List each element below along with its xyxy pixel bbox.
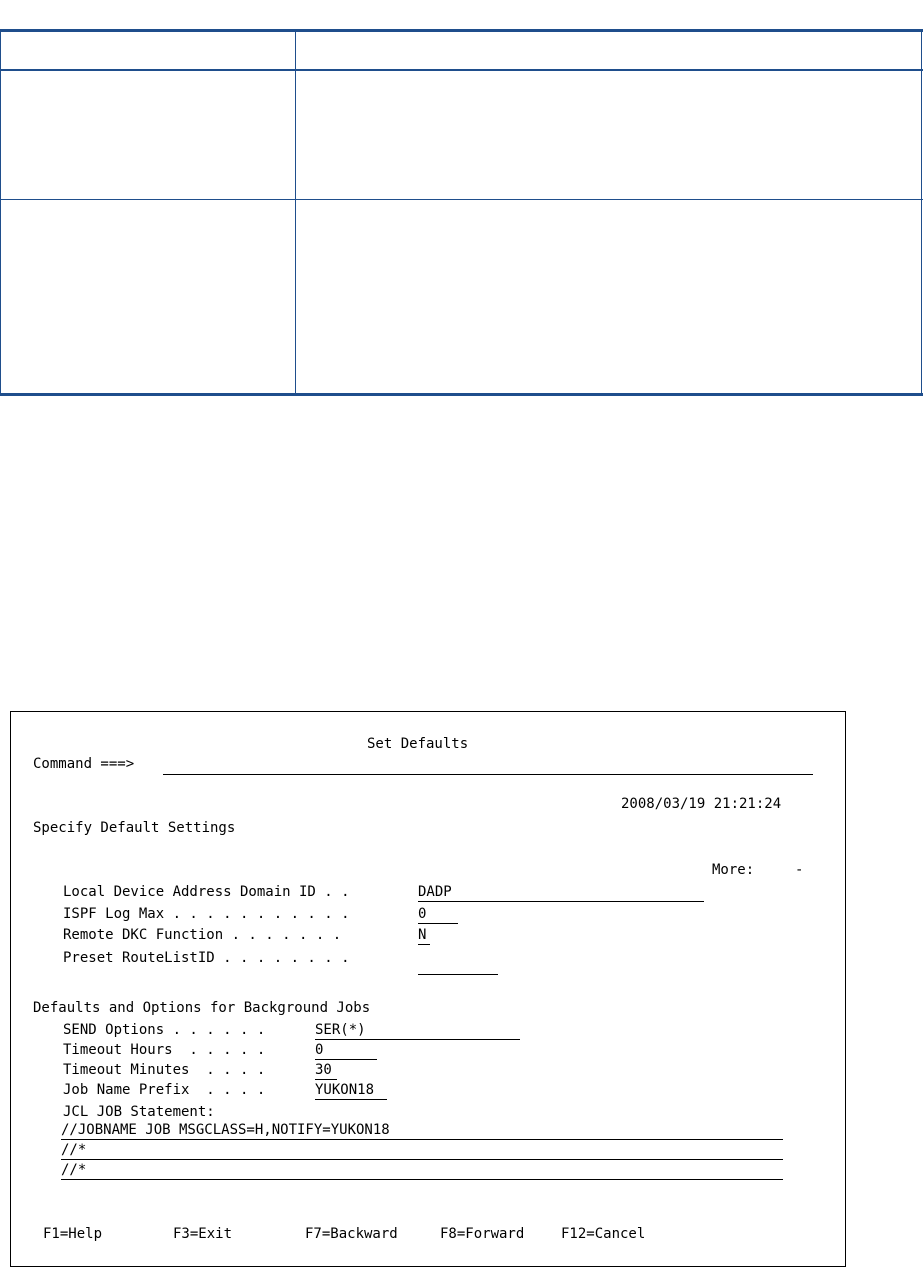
- ispf-log-max-label: ISPF Log Max . . . . . . . . . . .: [63, 906, 350, 922]
- local-device-label: Local Device Address Domain ID . .: [63, 884, 350, 900]
- f1-help-key[interactable]: F1=Help: [43, 1226, 103, 1242]
- timeout-minutes-field[interactable]: 30: [315, 1062, 332, 1078]
- job-name-prefix-label: Job Name Prefix . . . .: [63, 1082, 266, 1098]
- remote-dkc-field[interactable]: N: [418, 927, 427, 943]
- f12-cancel-key[interactable]: F12=Cancel: [561, 1226, 646, 1242]
- table-bottom-rule: [0, 393, 923, 396]
- panel-title: Set Defaults: [367, 736, 469, 752]
- jcl-line-1[interactable]: //JOBNAME JOB MSGCLASS=H,NOTIFY=YUKON18: [61, 1122, 390, 1138]
- jcl-line-2[interactable]: //*: [61, 1142, 87, 1158]
- jcl-line-3[interactable]: //*: [61, 1162, 87, 1178]
- command-prompt: Command ===>: [33, 756, 135, 772]
- timeout-hours-underline: [315, 1059, 377, 1060]
- table-left-rule: [0, 32, 1, 393]
- job-name-prefix-underline: [315, 1099, 387, 1100]
- table-top-rule: [0, 29, 923, 32]
- jcl-label: JCL JOB Statement:: [63, 1104, 215, 1120]
- remote-dkc-underline: [418, 944, 430, 945]
- more-label: More:: [712, 862, 755, 878]
- f7-backward-key[interactable]: F7=Backward: [305, 1226, 398, 1242]
- table-right-rule: [921, 32, 922, 393]
- job-name-prefix-field[interactable]: YUKON18: [315, 1082, 375, 1098]
- local-device-underline: [418, 901, 704, 902]
- table-column-rule: [295, 32, 296, 393]
- subtitle: Specify Default Settings: [33, 820, 236, 836]
- timeout-hours-label: Timeout Hours . . . . .: [63, 1042, 266, 1058]
- remote-dkc-label: Remote DKC Function . . . . . . .: [63, 927, 342, 943]
- ispf-log-max-field[interactable]: 0: [418, 906, 427, 922]
- set-defaults-panel: [10, 711, 846, 1267]
- preset-routelist-underline: [418, 974, 498, 975]
- jcl-line-3-underline: [61, 1179, 783, 1180]
- send-options-label: SEND Options . . . . . .: [63, 1022, 266, 1038]
- f3-exit-key[interactable]: F3=Exit: [173, 1226, 233, 1242]
- datetime: 2008/03/19 21:21:24: [621, 796, 782, 812]
- command-input[interactable]: [163, 774, 813, 775]
- more-indicator[interactable]: -: [795, 862, 804, 878]
- jcl-line-1-underline: [61, 1139, 783, 1140]
- ispf-log-max-underline: [418, 923, 458, 924]
- send-options-field[interactable]: SER(*): [315, 1022, 366, 1038]
- send-options-underline: [315, 1039, 520, 1040]
- jcl-line-2-underline: [61, 1159, 783, 1160]
- timeout-minutes-label: Timeout Minutes . . . .: [63, 1062, 266, 1078]
- background-section-title: Defaults and Options for Background Jobs: [33, 1000, 371, 1016]
- timeout-minutes-underline: [315, 1079, 337, 1080]
- local-device-field[interactable]: DADP: [418, 884, 452, 900]
- table-row-rule: [0, 199, 923, 200]
- timeout-hours-field[interactable]: 0: [315, 1042, 324, 1058]
- preset-routelist-label: Preset RouteListID . . . . . . . .: [63, 950, 350, 966]
- table-header-rule: [0, 69, 923, 71]
- f8-forward-key[interactable]: F8=Forward: [440, 1226, 525, 1242]
